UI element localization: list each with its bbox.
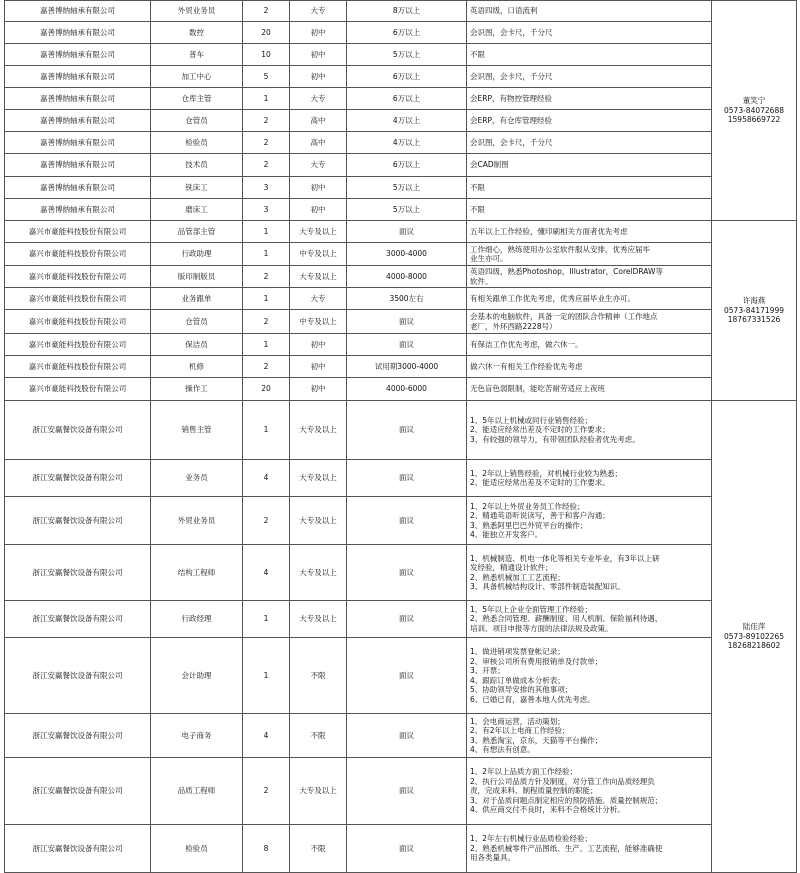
salary: 面议 — [347, 460, 467, 497]
contact-name: 陆佳萍 — [742, 622, 766, 632]
requirement-line: 不限 — [470, 204, 485, 214]
job-row — [5, 221, 797, 243]
position-name: 仓管员 — [151, 110, 243, 132]
requirement-line: 3、对于品质问题点制定相应的预防措施、质量控制规范； — [470, 795, 663, 805]
job-row — [5, 88, 797, 110]
requirement-line: 发经验，精通设计软件； — [470, 563, 553, 572]
hire-count: 2 — [243, 266, 290, 288]
position-name: 业务员 — [151, 460, 243, 497]
contact-phone: 0573-89102265 — [724, 631, 784, 641]
hire-count: 1 — [243, 243, 290, 266]
job-row — [5, 266, 797, 288]
job-row — [5, 199, 797, 221]
requirement-line: 会ERP，有仓库管理经验 — [470, 115, 552, 125]
job-requirements — [467, 288, 712, 310]
contact-name: 董笑宁 — [742, 96, 766, 106]
company-name: 嘉兴市豪能科技股份有限公司 — [5, 310, 151, 334]
salary: 4000-8000 — [347, 266, 467, 288]
job-requirements — [467, 401, 712, 460]
job-requirements — [467, 199, 712, 221]
company-name: 嘉善博纳轴承有限公司 — [5, 199, 151, 221]
requirement-line: 工作细心，熟练使用办公室软件服从安排，优秀应届毕 — [470, 244, 650, 254]
position-name: 销售主管 — [151, 401, 243, 460]
requirement-line: 1、2年以上销售经验，对机械行业较为熟悉； — [470, 468, 623, 478]
hire-count: 1 — [243, 401, 290, 460]
hire-count: 20 — [243, 22, 290, 44]
requirement-line: 2、熟悉合同管理、薪酬制度、用人机制、保险福利待遇、 — [470, 614, 663, 624]
requirement-line: 2、能适应经常出差及不定时的工作要求； — [470, 425, 610, 435]
requirement-line: 2、审核公司所有费用报销单及付款单； — [470, 656, 603, 666]
company-name: 嘉兴市豪能科技股份有限公司 — [5, 266, 151, 288]
requirement-line: 2、执行公司品质方针及制度，对分管工作向品质经理负 — [470, 776, 655, 786]
job-requirements — [467, 66, 712, 88]
position-name: 仓管员 — [151, 310, 243, 334]
contact-cell — [712, 401, 797, 873]
requirement-line: 英语四级，口语流利 — [470, 6, 538, 16]
company-name: 嘉善博纳轴承有限公司 — [5, 1, 151, 22]
position-name: 加工中心 — [151, 66, 243, 88]
education-requirement: 大专 — [290, 88, 347, 110]
salary: 面议 — [347, 758, 467, 825]
job-requirements — [467, 497, 712, 545]
job-requirements — [467, 88, 712, 110]
job-row — [5, 401, 797, 460]
education-requirement: 大专及以上 — [290, 460, 347, 497]
requirement-line: 3、有较强的领导力，有带领团队经验者优先考虑。 — [470, 434, 640, 444]
salary: 5万以上 — [347, 177, 467, 199]
requirement-line: 5、协助领导安排的其他事项； — [470, 685, 573, 694]
job-row — [5, 545, 797, 601]
requirement-line: 有保洁工作优先考虑，做六休一。 — [470, 339, 583, 349]
company-name: 浙江安赢餐饮设备有限公司 — [5, 401, 151, 460]
salary: 试用期3000-4000 — [347, 356, 467, 378]
education-requirement: 大专 — [290, 288, 347, 310]
education-requirement: 大专及以上 — [290, 266, 347, 288]
job-requirements — [467, 177, 712, 199]
job-requirements — [467, 266, 712, 288]
requirement-line: 会基本的电脑软件，具备一定的团队合作精神（工作地点 — [470, 312, 658, 321]
contact-phone: 18268218602 — [727, 641, 781, 651]
company-name: 嘉兴市豪能科技股份有限公司 — [5, 356, 151, 378]
job-row — [5, 310, 797, 334]
position-name: 行政经理 — [151, 601, 243, 638]
hire-count: 1 — [243, 601, 290, 638]
salary: 5万以上 — [347, 199, 467, 221]
education-requirement: 大专及以上 — [290, 221, 347, 243]
hire-count: 10 — [243, 44, 290, 66]
job-requirements — [467, 334, 712, 356]
education-requirement: 不限 — [290, 714, 347, 758]
education-requirement: 初中 — [290, 44, 347, 66]
hire-count: 4 — [243, 460, 290, 497]
salary: 6万以上 — [347, 154, 467, 177]
education-requirement: 初中 — [290, 66, 347, 88]
requirement-line: 3、具备机械结构设计、零部件制造装配知识。 — [470, 582, 625, 591]
job-requirements — [467, 758, 712, 825]
hire-count: 2 — [243, 356, 290, 378]
requirement-line: 会识图，会卡尺，千分尺 — [470, 71, 553, 81]
job-row — [5, 601, 797, 638]
job-row — [5, 66, 797, 88]
requirement-line: 1、2年左右机械行业品质检验经验； — [470, 834, 593, 844]
requirement-line: 3、熟悉淘宝，京东，天猫等平台操作； — [470, 735, 603, 745]
requirement-line: 4、有想法有创意。 — [470, 745, 535, 754]
job-requirements — [467, 310, 712, 334]
position-name: 业务跟单 — [151, 288, 243, 310]
contact-phone: 0573-84072688 — [724, 105, 784, 115]
salary: 6万以上 — [347, 66, 467, 88]
company-name: 嘉善博纳轴承有限公司 — [5, 110, 151, 132]
education-requirement: 大专及以上 — [290, 401, 347, 460]
requirement-line: 做六休一有相关工作经验优先考虑 — [470, 361, 583, 371]
requirement-line: 1、2年以上品质方面工作经验； — [470, 767, 578, 777]
job-row — [5, 638, 797, 714]
salary: 面议 — [347, 401, 467, 460]
position-name: 检验员 — [151, 132, 243, 154]
company-name: 嘉善博纳轴承有限公司 — [5, 44, 151, 66]
salary: 3000-4000 — [347, 243, 467, 266]
education-requirement: 初中 — [290, 199, 347, 221]
salary: 面议 — [347, 497, 467, 545]
hire-count: 2 — [243, 1, 290, 22]
requirement-line: 五年以上工作经验，懂印刷相关方面者优先考虑 — [470, 226, 628, 236]
job-row — [5, 22, 797, 44]
salary: 面议 — [347, 545, 467, 601]
requirement-line: 老厂，外环西路2228号） — [470, 321, 557, 331]
position-name: 技术员 — [151, 154, 243, 177]
job-requirements — [467, 714, 712, 758]
education-requirement: 大专 — [290, 154, 347, 177]
requirement-line: 2、精通英语听说读写，善于和客户沟通； — [470, 511, 610, 520]
requirement-line: 无色盲色弱限制，能吃苦耐劳适应上夜班 — [470, 384, 605, 394]
education-requirement: 高中 — [290, 132, 347, 154]
hire-count: 2 — [243, 110, 290, 132]
education-requirement: 初中 — [290, 378, 347, 401]
education-requirement: 不限 — [290, 638, 347, 714]
hire-count: 2 — [243, 310, 290, 334]
requirement-line: 2、熟悉机械零件产品图纸、生产、工艺流程，能够准确使 — [470, 843, 663, 853]
salary: 面议 — [347, 221, 467, 243]
job-row — [5, 1, 797, 22]
education-requirement: 大专及以上 — [290, 545, 347, 601]
job-row — [5, 356, 797, 378]
job-requirements — [467, 154, 712, 177]
requirement-line: 会识图，会卡尺，千分尺 — [470, 27, 553, 37]
position-name: 会计助理 — [151, 638, 243, 714]
job-requirements — [467, 545, 712, 601]
hire-count: 4 — [243, 545, 290, 601]
job-requirements — [467, 460, 712, 497]
hire-count: 1 — [243, 638, 290, 714]
salary: 3500左右 — [347, 288, 467, 310]
salary: 4万以上 — [347, 132, 467, 154]
position-name: 版印制版员 — [151, 266, 243, 288]
jobs-table-body — [5, 1, 797, 873]
requirement-line: 2、能适应经常出差及不定时的工作要求。 — [470, 478, 610, 487]
requirement-line: 会识图，会卡尺，千分尺 — [470, 137, 553, 147]
hire-count: 1 — [243, 221, 290, 243]
job-requirements — [467, 356, 712, 378]
salary: 面议 — [347, 714, 467, 758]
requirement-line: 4、能独立开发客户。 — [470, 530, 543, 539]
salary: 8万以上 — [347, 1, 467, 22]
position-name: 结构工程师 — [151, 545, 243, 601]
salary: 5万以上 — [347, 44, 467, 66]
company-name: 浙江安赢餐饮设备有限公司 — [5, 714, 151, 758]
requirement-line: 4、跟踪订单做成本分析表； — [470, 675, 565, 685]
company-name: 浙江安赢餐饮设备有限公司 — [5, 825, 151, 873]
position-name: 外贸业务员 — [151, 1, 243, 22]
hire-count: 2 — [243, 154, 290, 177]
requirement-line: 2、熟悉机械加工工艺流程； — [470, 572, 565, 582]
company-name: 嘉善博纳轴承有限公司 — [5, 66, 151, 88]
company-name: 浙江安赢餐饮设备有限公司 — [5, 601, 151, 638]
position-name: 保洁员 — [151, 334, 243, 356]
education-requirement: 高中 — [290, 110, 347, 132]
contact-name: 许海燕 — [742, 296, 766, 306]
jobs-table — [4, 0, 797, 873]
hire-count: 3 — [243, 199, 290, 221]
job-requirements — [467, 601, 712, 638]
position-name: 机修 — [151, 356, 243, 378]
requirement-line: 业生亦可。 — [470, 254, 508, 263]
position-name: 外贸业务员 — [151, 497, 243, 545]
company-name: 浙江安赢餐饮设备有限公司 — [5, 638, 151, 714]
job-row — [5, 378, 797, 401]
requirement-line: 2、有2年以上电商工作经验； — [470, 726, 570, 735]
education-requirement: 初中 — [290, 334, 347, 356]
company-name: 嘉善博纳轴承有限公司 — [5, 22, 151, 44]
job-row — [5, 243, 797, 266]
requirement-line: 1、会电商运营，活动策划； — [470, 716, 565, 726]
hire-count: 5 — [243, 66, 290, 88]
requirement-line: 3、开票； — [470, 666, 505, 675]
job-row — [5, 825, 797, 873]
company-name: 嘉善博纳轴承有限公司 — [5, 88, 151, 110]
requirement-line: 用各类量具。 — [470, 853, 515, 863]
job-requirements — [467, 638, 712, 714]
hire-count: 1 — [243, 88, 290, 110]
education-requirement: 初中 — [290, 22, 347, 44]
company-name: 嘉兴市豪能科技股份有限公司 — [5, 221, 151, 243]
job-requirements — [467, 825, 712, 873]
job-row — [5, 288, 797, 310]
job-requirements — [467, 44, 712, 66]
job-requirements — [467, 22, 712, 44]
position-name: 品管部主管 — [151, 221, 243, 243]
hire-count: 1 — [243, 334, 290, 356]
contact-phone: 0573-84171999 — [724, 305, 784, 315]
salary: 面议 — [347, 825, 467, 873]
salary: 面议 — [347, 310, 467, 334]
requirement-line: 1、机械制造、机电一体化等相关专业毕业，有3年以上研 — [470, 553, 660, 563]
requirement-line: 不限 — [470, 49, 485, 59]
hire-count: 4 — [243, 714, 290, 758]
company-name: 嘉善博纳轴承有限公司 — [5, 154, 151, 177]
requirement-line: 不限 — [470, 182, 485, 192]
position-name: 数控 — [151, 22, 243, 44]
position-name: 操作工 — [151, 378, 243, 401]
education-requirement: 初中 — [290, 177, 347, 199]
hire-count: 8 — [243, 825, 290, 873]
education-requirement: 大专及以上 — [290, 601, 347, 638]
position-name: 行政助理 — [151, 243, 243, 266]
hire-count: 2 — [243, 497, 290, 545]
education-requirement: 大专及以上 — [290, 497, 347, 545]
job-row — [5, 132, 797, 154]
requirement-line: 会ERP，有物控管理经验 — [470, 93, 552, 103]
requirement-line: 1、5年以上机械或同行业销售经验； — [470, 415, 593, 425]
requirement-line: 会CAD制图 — [470, 160, 509, 170]
contact-cell — [712, 221, 797, 401]
company-name: 浙江安赢餐饮设备有限公司 — [5, 758, 151, 825]
job-row — [5, 714, 797, 758]
job-row — [5, 460, 797, 497]
company-name: 嘉兴市豪能科技股份有限公司 — [5, 334, 151, 356]
position-name: 仓库主管 — [151, 88, 243, 110]
hire-count: 1 — [243, 288, 290, 310]
job-requirements — [467, 221, 712, 243]
hire-count: 2 — [243, 132, 290, 154]
requirement-line: 责，完成来料、制程质量控制的职能； — [470, 786, 598, 796]
position-name: 电子商务 — [151, 714, 243, 758]
job-row — [5, 334, 797, 356]
salary: 4万以上 — [347, 110, 467, 132]
requirement-line: 6、已婚已育，嘉善本地人优先考虑。 — [470, 694, 595, 704]
job-requirements — [467, 110, 712, 132]
position-name: 品质工程师 — [151, 758, 243, 825]
job-requirements — [467, 1, 712, 22]
job-requirements — [467, 378, 712, 401]
salary: 面议 — [347, 334, 467, 356]
education-requirement: 初中 — [290, 356, 347, 378]
position-name: 磨床工 — [151, 199, 243, 221]
company-name: 浙江安赢餐饮设备有限公司 — [5, 460, 151, 497]
salary: 面议 — [347, 638, 467, 714]
requirement-line: 1、2年以上外贸业务员工作经验； — [470, 501, 585, 511]
position-name: 普车 — [151, 44, 243, 66]
company-name: 浙江安赢餐饮设备有限公司 — [5, 545, 151, 601]
education-requirement: 中专及以上 — [290, 310, 347, 334]
hire-count: 20 — [243, 378, 290, 401]
company-name: 嘉兴市豪能科技股份有限公司 — [5, 288, 151, 310]
education-requirement: 中专及以上 — [290, 243, 347, 266]
requirement-line: 3、熟悉阿里巴巴外贸平台的操作； — [470, 520, 588, 530]
job-requirements — [467, 132, 712, 154]
requirement-line: 4、供应商交付不良时，来料不合格统计分析。 — [470, 805, 625, 815]
hire-count: 2 — [243, 758, 290, 825]
job-row — [5, 154, 797, 177]
requirement-line: 有相关跟单工作优先考虑，优秀应届毕业生亦可。 — [470, 293, 635, 303]
requirement-line: 1、做进销项发票登帐记录； — [470, 647, 565, 656]
job-row — [5, 758, 797, 825]
position-name: 铣床工 — [151, 177, 243, 199]
hire-count: 3 — [243, 177, 290, 199]
job-row — [5, 497, 797, 545]
company-name: 嘉善博纳轴承有限公司 — [5, 132, 151, 154]
job-row — [5, 177, 797, 199]
company-name: 嘉善博纳轴承有限公司 — [5, 177, 151, 199]
job-row — [5, 44, 797, 66]
requirement-line: 英语四级，熟悉Photoshop，Illustrator，CorelDRAW等 — [470, 267, 663, 276]
salary: 6万以上 — [347, 88, 467, 110]
education-requirement: 大专 — [290, 1, 347, 22]
education-requirement: 大专及以上 — [290, 758, 347, 825]
salary: 4000-6000 — [347, 378, 467, 401]
salary: 面议 — [347, 601, 467, 638]
company-name: 浙江安赢餐饮设备有限公司 — [5, 497, 151, 545]
requirement-line: 1、5年以上企业全面管理工作经验； — [470, 604, 593, 614]
company-name: 嘉兴市豪能科技股份有限公司 — [5, 243, 151, 266]
salary: 6万以上 — [347, 22, 467, 44]
contact-cell — [712, 1, 797, 221]
company-name: 嘉兴市豪能科技股份有限公司 — [5, 378, 151, 401]
requirement-line: 培训、项目申报等方面的法律法规及政策。 — [470, 623, 613, 633]
job-row — [5, 110, 797, 132]
contact-phone: 18767331526 — [727, 315, 781, 325]
job-requirements — [467, 243, 712, 266]
education-requirement: 不限 — [290, 825, 347, 873]
position-name: 检验员 — [151, 825, 243, 873]
requirement-line: 软件。 — [470, 276, 493, 286]
contact-phone: 15958669722 — [727, 115, 781, 125]
